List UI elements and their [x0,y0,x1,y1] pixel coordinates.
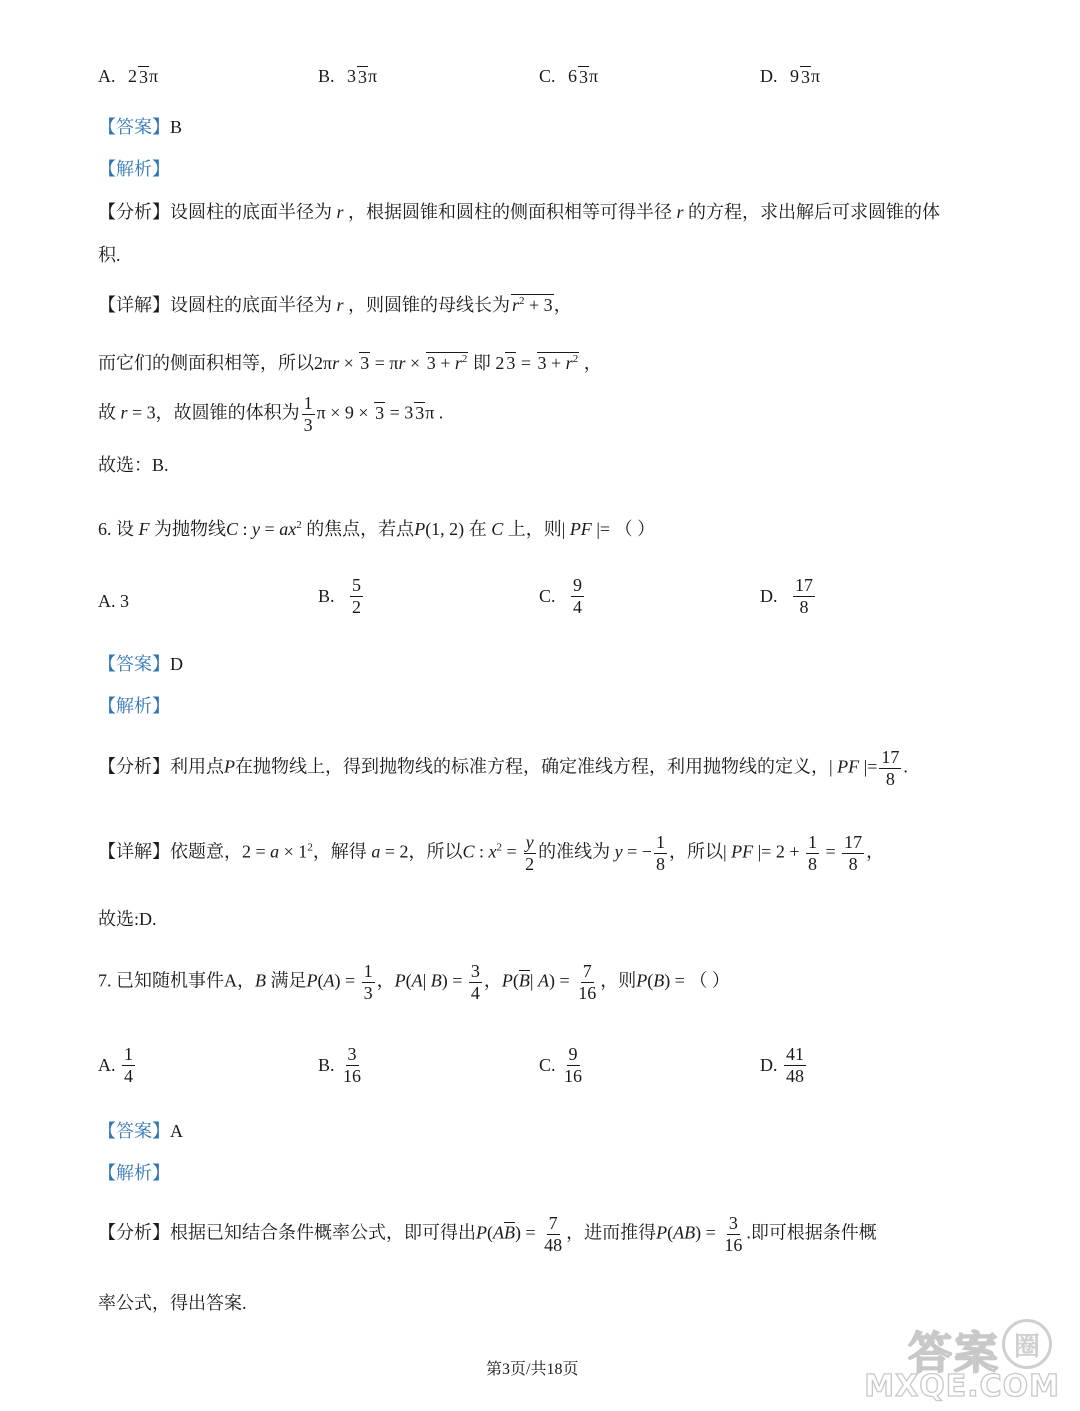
watermark-url: MXQE.COM [864,1369,1060,1404]
q7-stem: 7. 已知随机事件A，B 满足P(A) = $\frac{1}{3}$ ，P(A| B) = $\frac{3}{4}$ ，$P(\overline{B}|$ A) = $\frac{7}{16}$ ，则P(B) = （ ） [98,961,730,1003]
q5-xiangjie-line3: 故 r = 3，故圆锥的体积为 $\frac{1}{3}$ π × 9 × 3 = 3 3π . [98,393,444,435]
q6-option-d: D. $\frac{17}{8}$ [760,575,813,617]
q5-answer: 【答案】B [98,117,183,137]
q5-option-c: C. 6 3 π [539,66,599,87]
watermark-logo [864,1317,1060,1407]
q7-option-d: D. $\frac{41}{48}$ [760,1044,804,1086]
q6-jiexi-tag: 【解析】 [98,696,170,716]
q7-fenxi-line1: 【分析】根据已知结合条件概率公式，即可得出$P(A\overline{B})$ = $\frac{7}{48}$ ，进而推得P(AB) = $\frac{3}{16}$ .即可根据条件概 [98,1213,877,1255]
q5-option-a: A. 2 3 π [98,66,159,87]
q6-answer: 【答案】D [98,654,183,674]
q6-stem: 6. 设 F 为抛物线C : $y = ax^2$ 的焦点，若点P(1, 2) 在 C 上，则| PF |= （ ） [98,519,656,539]
watermark-text: 答案 [908,1328,1000,1379]
q5-fenxi-line1: 【分析】设圆柱的底面半径为 r ，根据圆锥和圆柱的侧面积相等可得半径 r 的方程，求出解后可求圆锥的体 [98,202,941,222]
watermark-circle: 圈 [1002,1319,1052,1369]
page-footer: 第3页/共18页 [486,1361,579,1378]
q7-option-a: A. $\frac{1}{4}$ [98,1044,133,1086]
q5-fenxi-line2: 积. [98,245,121,265]
q7-fenxi-line2: 率公式，得出答案. [98,1293,247,1313]
q6-option-c: C. $\frac{9}{4}$ [539,575,583,617]
q5-xiangjie-line1: 【详解】设圆柱的底面半径为 r ，则圆锥的母线长为 $r^2 + 3$， [98,295,572,315]
q7-answer: 【答案】A [98,1121,183,1141]
q6-option-b: B. $\frac{5}{2}$ [318,575,362,617]
q5-option-d: D. 9 3 π [760,66,821,87]
q7-option-c: C. $\frac{9}{16}$ [539,1044,583,1086]
q6-xiangjie: 【详解】依题意，$2 = a \times 1^2$，解得 a = 2，所以C : $x^2$ = $\frac{y}{2}$ 的准线为 y = − $\frac{1}{8}$ ，所以| PF |= 2 + $\frac{1}{8}$ = $\frac{17}{8}$ ， [98,832,885,874]
q5-guxuan: 故选：B. [98,455,169,475]
q6-guxuan: 故选:D. [98,909,157,929]
q5-option-b: B. 3 3 π [318,66,378,87]
q5-jiexi-tag: 【解析】 [98,159,170,179]
q6-fenxi: 【分析】利用点P在抛物线上，得到抛物线的标准方程，确定准线方程，利用抛物线的定义，| PF |= $\frac{17}{8}$ . [98,747,908,789]
q5-xiangjie-line2: 而它们的侧面积相等，所以$2\pi r \times 3 = \pi r \times 3 + r^2$ 即 2 $3 = 3 + r^2$ ， [98,353,602,373]
q7-option-b: B. $\frac{3}{16}$ [318,1044,362,1086]
q6-option-a: A. 3 [98,591,129,611]
q7-jiexi-tag: 【解析】 [98,1163,170,1183]
